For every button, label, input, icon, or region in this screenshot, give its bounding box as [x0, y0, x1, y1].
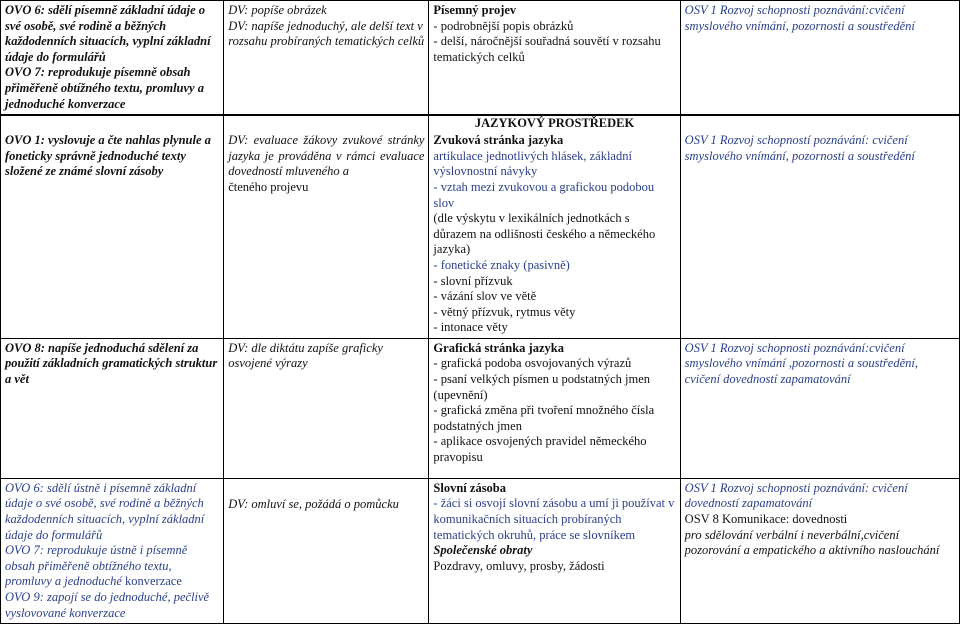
- activity-line: DV: dle diktátu zapíše graficky osvojené výrazy: [228, 340, 383, 371]
- activity-line: DV: omluví se, požádá o pomůcku: [228, 496, 399, 511]
- content-line: - grafická podoba osvojovaných výrazů: [433, 356, 632, 371]
- content-line: - vázání slov ve větě: [433, 289, 537, 304]
- activities-cell: [224, 478, 429, 623]
- outcome-ovo7: OVO 7: reprodukuje písemně obsah přiměřeně obtížného textu, promluvy a jednoduché konverzace: [5, 65, 204, 111]
- content-line: - grafická změna při tvoření množného čísla podstatných jmen: [433, 403, 655, 433]
- activities-cell: [224, 338, 429, 478]
- activity-line: DV: napíše jednoduchý, ale delší text v rozsahu probíraných tematických celků: [228, 18, 425, 49]
- table-row: [1, 116, 960, 339]
- crosscurricular-text: OSV 1 Rozvoj schopnosti poznávání:cvičení smyslového vnímání ,pozornosti a soustředění, cvičení dovedností zapamatování: [684, 340, 918, 387]
- content-title: Zvuková stránka jazyka: [433, 133, 564, 148]
- outcome-ovo6: OVO 6: sdělí ústně i písemně základní údaje o své osobě, své rodině a běžných každodenních situacích, vyplní základní údaje do formulářů: [5, 480, 205, 542]
- outcome-ovo8: OVO 8: napíše jednoduchá sdělení za použití základních gramatických struktur a vět: [5, 340, 218, 387]
- outcome-ovo9: OVO 9: zapojí se do jednoduché, pečlivě vyslovované konverzace: [5, 590, 210, 620]
- content-line: - fonetické znaky (pasivně): [433, 257, 570, 272]
- crosscurricular-text: OSV 1 Rozvoj schopností poznávání: cvičení smyslového vnímání, pozornosti a soustředění: [684, 133, 915, 163]
- crosscurricular-cell: [680, 116, 959, 339]
- content-line: - vztah mezi zvukovou a grafickou podobou slov: [433, 179, 655, 210]
- crosscurricular-cell: [680, 478, 959, 623]
- content-cell: [429, 1, 680, 115]
- crosscurricular-text: OSV 8 Komunikace: dovednosti: [684, 512, 848, 527]
- outcome-ovo7: OVO 7: reprodukuje ústně i písemně obsah přiměřeně obtížného textu, promluvy a jednoduché konverzace: [5, 543, 188, 589]
- activity-line: DV: popíše obrázek: [228, 3, 327, 17]
- content-cell: [429, 478, 680, 623]
- crosscurricular-text: pro sdělování verbální i neverbální,cvičení pozorování a empatického a aktivního naslouchání: [684, 527, 940, 558]
- content-subtitle: Společenské obraty: [433, 543, 533, 558]
- outcomes-cell: [1, 338, 224, 478]
- content-line: - psaní velkých písmen u podstatných jmen (upevnění): [433, 372, 651, 402]
- table-row: [1, 478, 960, 623]
- content-line: - žáci si osvojí slovní zásobu a umí ji používat v komunikačních situacích probíraných tematických okruhů, práce se slovníkem: [433, 496, 675, 542]
- content-line: - podrobnější popis obrázků: [433, 18, 574, 33]
- content-line: - intonace věty: [433, 320, 508, 335]
- activity-line: DV: evaluace žákovy zvukové stránky jazyka je prováděna v rámci evaluace dovedností mluveného a: [228, 133, 425, 179]
- table-row: [1, 1, 960, 115]
- outcomes-cell: [1, 1, 224, 115]
- crosscurricular-cell: [680, 1, 959, 115]
- section-header: JAZYKOVÝ PROSTŘEDEK: [474, 116, 635, 131]
- content-cell: [429, 338, 680, 478]
- content-line: - slovní přízvuk: [433, 273, 513, 288]
- content-title: Slovní zásoba: [433, 480, 507, 495]
- crosscurricular-text: OSV 1 Rozvoj schopnosti poznávání: cvičení dovedností zapamatování: [684, 480, 908, 511]
- outcome-ovo1: OVO 1: vyslovuje a čte nahlas plynule a foneticky správně jednoduché texty složené ze známé slovní zásoby: [5, 133, 211, 179]
- content-title: Písemný projev: [433, 3, 517, 17]
- content-title: Grafická stránka jazyka: [433, 340, 564, 355]
- crosscurricular-text: OSV 1 Rozvoj schopnosti poznávání:cvičení smyslového vnímání, pozornosti a soustředění: [684, 3, 915, 33]
- outcomes-cell: [1, 116, 224, 339]
- content-cell: [429, 116, 680, 339]
- table-row: [1, 338, 960, 478]
- content-line: - větný přízvuk, rytmus věty: [433, 304, 576, 319]
- crosscurricular-cell: [680, 338, 959, 478]
- content-line: artikulace jednotlivých hlásek, základní výslovnostní návyky: [433, 148, 632, 179]
- content-line: (dle výskytu v lexikálních jednotkách s důrazem na odlišnosti českého a německého jazyka): [433, 211, 656, 257]
- content-line: - delší, náročnější souřadná souvětí v rozsahu tematických celků: [433, 34, 661, 64]
- outcomes-cell: [1, 478, 224, 623]
- activity-line: čteného projevu: [228, 179, 309, 194]
- content-line: - aplikace osvojených pravidel německého pravopisu: [433, 434, 647, 465]
- outcome-ovo6: OVO 6: sdělí písemně základní údaje o své osobě, své rodině a běžných každodenních situacích, vyplní základní údaje do formulářů: [5, 3, 211, 64]
- content-line: Pozdravy, omluvy, prosby, žádosti: [433, 558, 605, 573]
- activities-cell: [224, 1, 429, 115]
- activities-cell: [224, 116, 429, 339]
